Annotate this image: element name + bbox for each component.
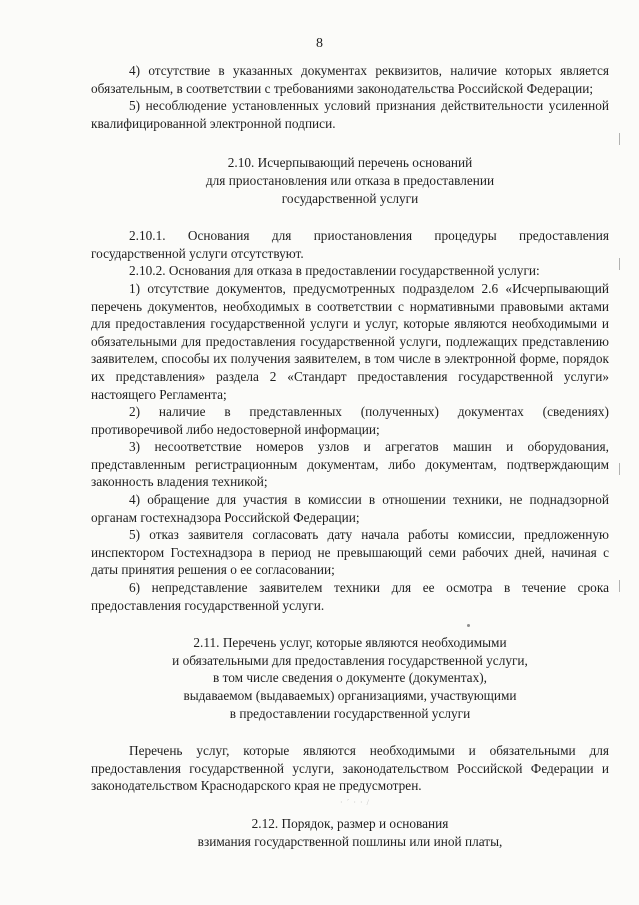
section-heading-line: взимания государственной пошлины или иной платы, (197, 833, 503, 849)
paragraph: 2.10.1. Основания для приостановления процедуры предоставления государственной услуги отсутствуют. (91, 228, 609, 261)
section-gap (91, 614, 609, 634)
section-heading-line: выдаваемом (выдаваемых) организациями, участвующими (183, 688, 517, 703)
document-body (91, 62, 609, 850)
section-heading-line: в том числе сведения о документе (документах), (212, 670, 487, 686)
page-number: 8 (316, 36, 323, 51)
section-gap (91, 132, 609, 154)
section-heading-line: для приостановления или отказа в предоставлении (205, 172, 495, 188)
paragraph: 2) наличие в представленных (полученных) документах (сведениях) противоречивой либо недостоверной информации; (91, 404, 609, 437)
paragraph: 5) несоблюдение установленных условий признания действительности усиленной квалифицированной электронной подписи. (91, 98, 609, 131)
paragraph: 1) отсутствие документов, предусмотренных подразделом 2.6 «Исчерпывающий перечень документов, необходимых в соответствии с нормативными правовыми актами для предоставления государственной услуги и услуг, которые являются необходимыми и обязательными для предоставления государственной услуги, подлежащих представлению заявителем, способы их получения заявителем, в том числе в электронной форме, порядок их представления» раздела 2 «Стандарт предоставления государственной услуги» настоящего Регламента; (91, 280, 609, 402)
paragraph: 4) отсутствие в указанных документах реквизитов, наличие которых является обязательным, в соответствии с требованиями законодательства Российской Федерации; (91, 63, 609, 96)
section-heading-line: 2.11. Перечень услуг, которые являются необходимыми (193, 635, 507, 651)
section-heading-line: государственной услуги (281, 190, 419, 206)
scan-mark (619, 580, 620, 592)
section-heading-line: 2.10. Исчерпывающий перечень оснований (227, 155, 473, 171)
paragraph: 3) несоответствие номеров узлов и агрегатов машин и оборудования, представленным регистрационным документам, либо документам, подтверждающим законность владения техникой; (91, 439, 609, 490)
paragraph: 6) непредставление заявителем техники для ее осмотра в течение срока предоставления государственной услуги. (91, 580, 609, 613)
scan-mark (619, 463, 620, 475)
scan-speck (467, 624, 470, 627)
scan-mark (619, 133, 620, 145)
section-gap (91, 722, 609, 742)
section-heading-line: и обязательными для предоставления государственной услуги, (172, 652, 528, 668)
scan-smudge: · ´ · · / (340, 798, 370, 807)
scan-mark (619, 258, 620, 270)
section-gap (91, 207, 609, 227)
paragraph: 4) обращение для участия в комиссии в отношении техники, не поднадзорной органам гостехнадзора Российской Федерации; (91, 492, 609, 525)
section-heading-line: 2.12. Порядок, размер и основания (251, 815, 449, 831)
paragraph: 2.10.2. Основания для отказа в предоставлении государственной услуги: (129, 263, 540, 279)
section-heading-line: в предоставлении государственной услуги (229, 705, 471, 721)
paragraph: Перечень услуг, которые являются необходимыми и обязательными для предоставления государственной услуги, законодательством Российской Федерации и законодательством Краснодарского края не предусмотрен. (91, 743, 609, 794)
paragraph: 5) отказ заявителя согласовать дату начала работы комиссии, предложенную инспектором Гостехнадзора в период не превышающий семи рабочих дней, начиная с даты принятия решения о ее согласовании; (91, 527, 609, 578)
